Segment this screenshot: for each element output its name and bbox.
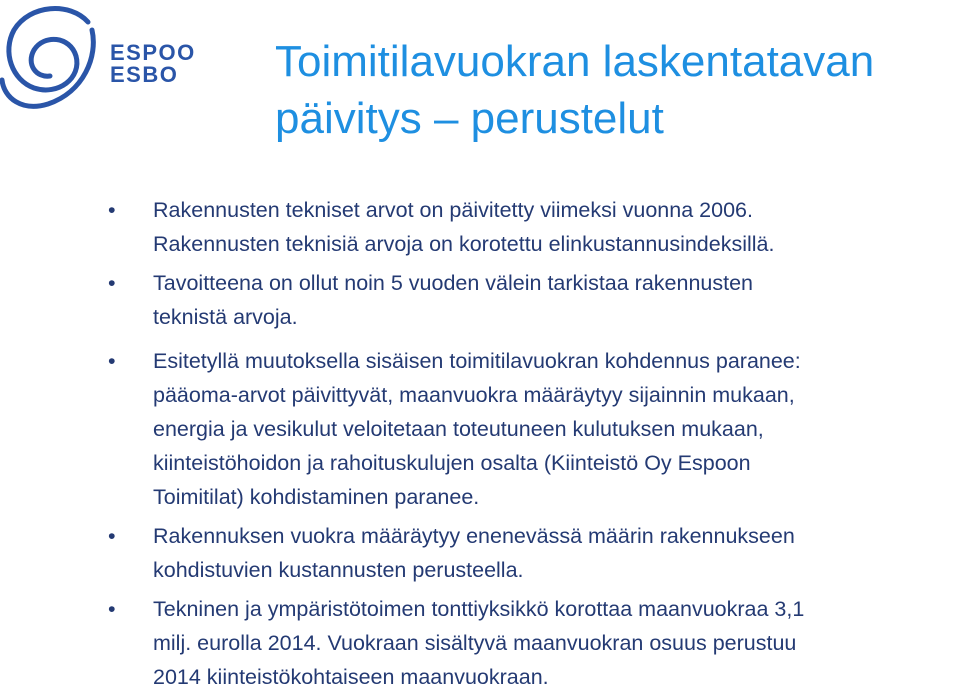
- bullet-dot-icon: •: [108, 198, 116, 222]
- bullet-line: pääoma-arvot päivittyvät, maanvuokra määräytyy sijainnin mukaan,: [153, 383, 795, 407]
- bullet-line: kohdistuvien kustannusten perusteella.: [153, 558, 524, 582]
- bullet-line: Esitetyllä muutoksella sisäisen toimitilavuokran kohdennus paranee:: [153, 349, 801, 373]
- bullet-line: milj. eurolla 2014. Vuokraan sisältyvä maanvuokran osuus perustuu: [153, 631, 797, 655]
- bullet-text: [153, 344, 956, 514]
- bullet-line: Tekninen ja ympäristötoimen tonttiyksikkö korottaa maanvuokraa 3,1: [153, 597, 805, 621]
- bullet-dot-icon: •: [108, 524, 116, 548]
- bullet-text: [153, 266, 956, 334]
- bullet-text: [153, 592, 956, 694]
- title-line: päivitys – perustelut: [275, 94, 664, 143]
- bullet-line: kiinteistöhoidon ja rahoituskulujen osalta (Kiinteistö Oy Espoon: [153, 451, 751, 475]
- bullet-dot-icon: •: [108, 349, 116, 373]
- title-line: Toimitilavuokran laskentatavan: [275, 37, 875, 86]
- espoo-logo: [0, 0, 210, 120]
- bullet-item: [108, 193, 956, 261]
- bullet-item: [108, 344, 956, 514]
- bullet-item: [108, 519, 956, 587]
- bullet-text: [153, 193, 956, 261]
- bullet-line: Rakennuksen vuokra määräytyy enenevässä määrin rakennukseen: [153, 524, 795, 548]
- bullet-dot-icon: •: [108, 597, 116, 621]
- bullet-item: [108, 592, 956, 694]
- page-title: [275, 33, 945, 147]
- bullet-list: [108, 193, 956, 694]
- bullet-line: energia ja vesikulut veloitetaan toteutuneen kulutuksen mukaan,: [153, 417, 764, 441]
- bullet-line: 2014 kiinteistökohtaiseen maanvuokraan.: [153, 665, 549, 689]
- bullet-text: [153, 519, 956, 587]
- bullet-item: [108, 266, 956, 334]
- bullet-line: teknistä arvoja.: [153, 305, 298, 329]
- bullet-dot-icon: •: [108, 271, 116, 295]
- espoo-swirl-icon: [0, 0, 110, 120]
- bullet-line: Tavoitteena on ollut noin 5 vuoden välein tarkistaa rakennusten: [153, 271, 754, 295]
- bullet-line: Toimitilat) kohdistaminen paranee.: [153, 485, 480, 509]
- bullet-line: Rakennusten tekniset arvot on päivitetty viimeksi vuonna 2006.: [153, 198, 753, 222]
- logo-text-espoo: ESPOO: [110, 40, 196, 65]
- logo-text-esbo: ESBO: [110, 62, 179, 87]
- bullet-line: Rakennusten teknisiä arvoja on korotettu elinkustannusindeksillä.: [153, 232, 775, 256]
